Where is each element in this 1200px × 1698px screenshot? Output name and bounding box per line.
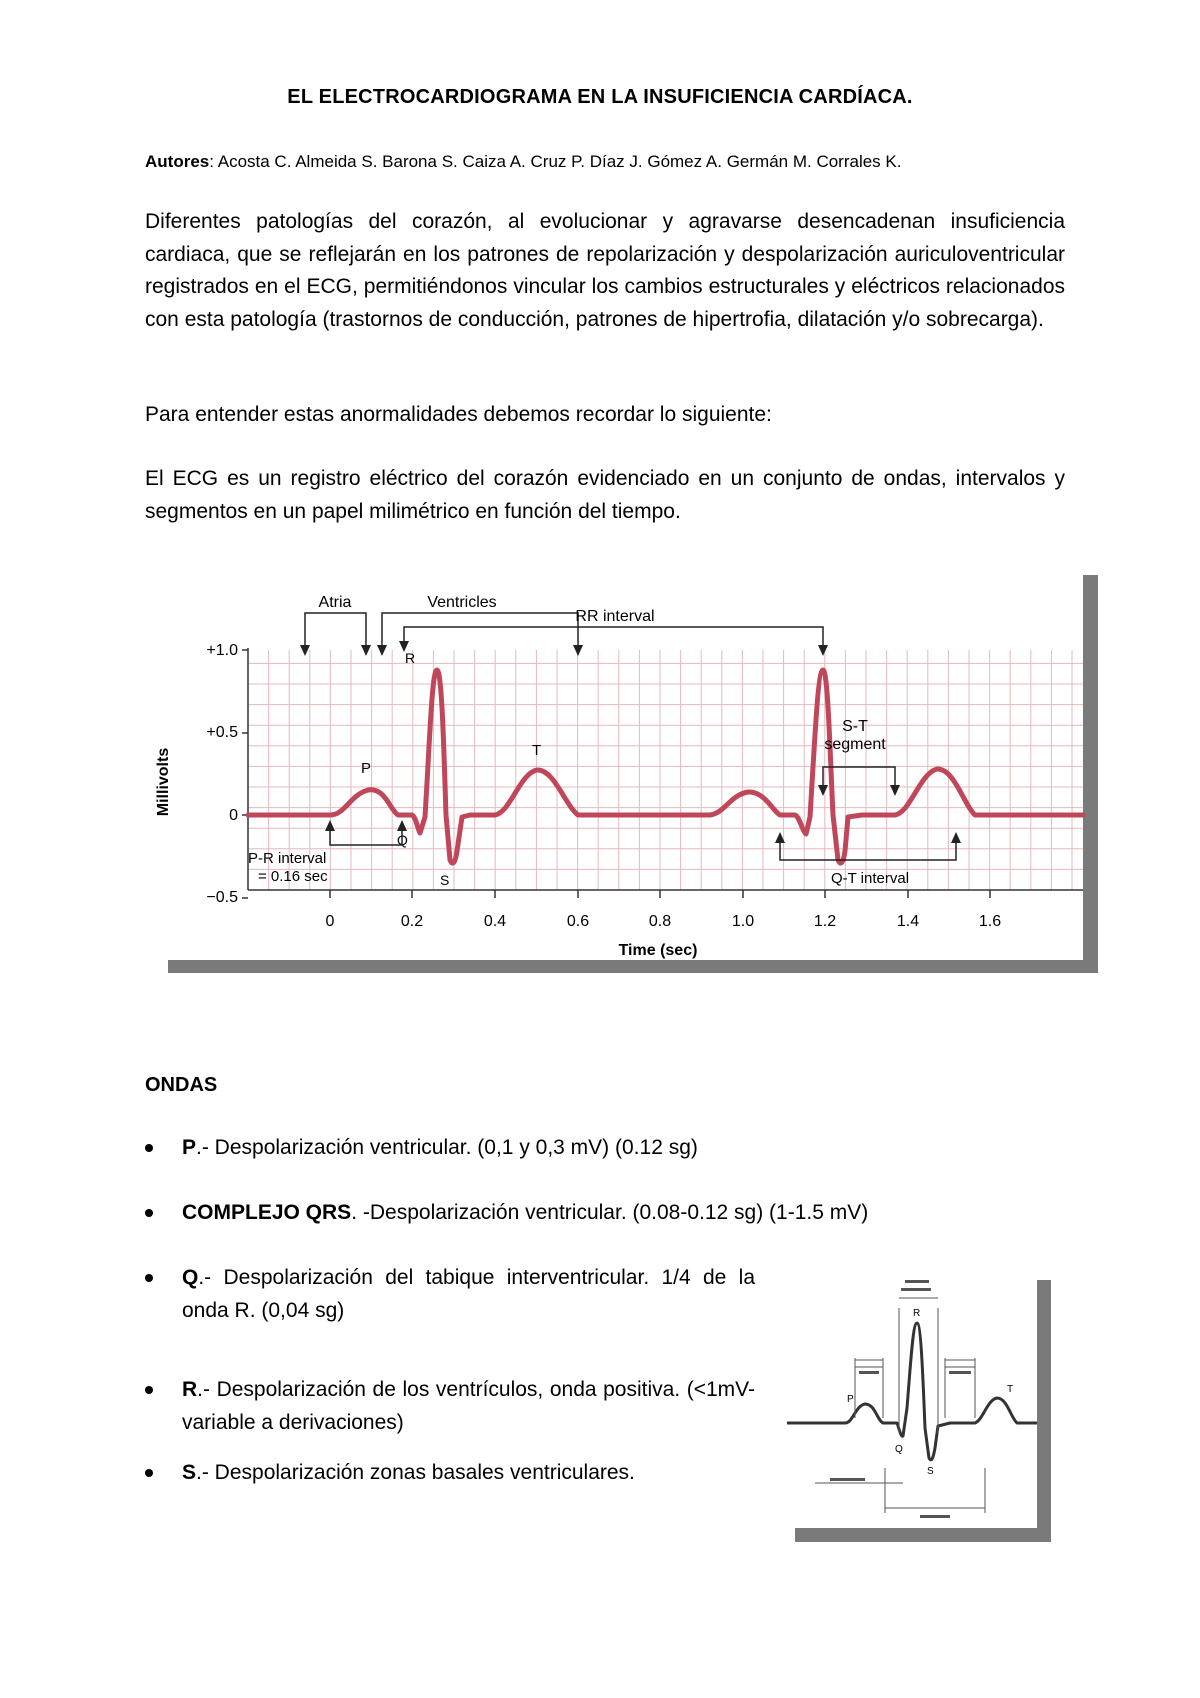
bullet-term: Q <box>182 1266 199 1289</box>
figure-shadow-bottom <box>168 960 1098 973</box>
bullet-icon <box>145 1469 153 1477</box>
small-figure-shadow-right <box>1037 1280 1051 1542</box>
x-tick-label: 0.8 <box>648 913 672 930</box>
y-tick-label: +0.5 <box>206 724 238 741</box>
x-tick-label: 0.2 <box>400 913 424 930</box>
ondas-heading: ONDAS <box>145 1074 218 1096</box>
s-wave-label: S <box>440 872 450 888</box>
ventricles-label: Ventricles <box>427 594 497 611</box>
x-axis-label: Time (sec) <box>618 942 698 959</box>
small-p-label: P <box>847 1394 854 1405</box>
x-tick-label: 1.4 <box>896 913 920 930</box>
q-wave-label: Q <box>397 832 408 848</box>
bullet-term: S <box>182 1461 197 1484</box>
bullet-icon <box>145 1209 153 1217</box>
ecg-diagram <box>150 555 1100 985</box>
bullet-term: COMPLEJO QRS <box>182 1201 352 1224</box>
y-tick-label: +1.0 <box>206 642 238 659</box>
bullet-icon <box>145 1144 153 1152</box>
bullet-text: . -Despolarización ventricular. (0.08-0.12 sg) (1-1.5 mV) <box>351 1201 869 1224</box>
pr-interval-label-2: = 0.16 sec <box>258 868 328 885</box>
pr-interval-bracket <box>330 828 402 845</box>
small-r-label: R <box>913 1308 921 1319</box>
y-tick-label: −0.5 <box>206 889 238 906</box>
atria-bracket <box>305 613 578 647</box>
y-axis-label: Millivolts <box>155 747 172 817</box>
authors-line <box>145 152 1065 172</box>
bullet-text: .- Despolarización de los ventrículos, onda positiva. (<1mV- variable a derivaciones) <box>182 1378 755 1434</box>
bullet-term: P <box>182 1136 197 1159</box>
small-q-label: Q <box>895 1444 903 1455</box>
pr-interval-label-1: P-R interval <box>248 850 327 867</box>
bullet-icon <box>145 1274 153 1282</box>
r-wave-label: R <box>405 650 416 666</box>
bullet-term: R <box>182 1378 198 1401</box>
qt-interval-label: Q-T interval <box>830 870 910 887</box>
st-segment-label-1: S-T <box>842 718 868 735</box>
x-tick-label: 1.6 <box>978 913 1002 930</box>
authors-label: Autores <box>145 152 210 171</box>
document-title: EL ELECTROCARDIOGRAMA EN LA INSUFICIENCIA CARDÍACA. <box>287 86 913 108</box>
x-tick-label: 0.4 <box>483 913 507 930</box>
bullet-icon <box>145 1386 153 1394</box>
small-figure-shadow-bottom <box>795 1528 1051 1542</box>
rr-interval-label: RR interval <box>575 608 655 625</box>
ecg-definition-paragraph: El ECG es un registro eléctrico del corazón evidenciado en un conjunto de ondas, intervalos y segmentos en un papel milimétrico en función del tiempo. <box>145 467 1065 523</box>
figure-shadow-right <box>1083 575 1098 973</box>
small-s-label: S <box>927 1466 934 1477</box>
x-tick-label: 1.2 <box>813 913 837 930</box>
authors-names: : Acosta C. Almeida S. Barona S. Caiza A. Cruz P. Díaz J. Gómez A. Germán M. Corrales K. <box>209 152 902 171</box>
atria-label: Atria <box>318 594 352 611</box>
bullet-text: .- Despolarización ventricular. (0,1 y 0,3 mV) (0.12 sg) <box>196 1136 698 1159</box>
x-tick-label: 0 <box>325 913 335 930</box>
y-tick-label: 0 <box>229 807 238 824</box>
qrs-trace <box>787 1323 1037 1460</box>
bullet-text: .- Despolarización zonas basales ventriculares. <box>196 1461 635 1484</box>
p-wave-label: P <box>361 760 372 777</box>
qt-interval-bracket <box>780 840 956 860</box>
x-tick-label: 1.0 <box>731 913 755 930</box>
qrs-complex-diagram <box>785 1268 1055 1548</box>
t-wave-label: T <box>532 742 542 759</box>
x-tick-label: 0.6 <box>566 913 590 930</box>
recall-paragraph: Para entender estas anormalidades debemos recordar lo siguiente: <box>145 403 772 426</box>
st-segment-label-2: segment <box>824 736 886 753</box>
small-t-label: T <box>1007 1384 1014 1395</box>
intro-paragraph: Diferentes patologías del corazón, al evolucionar y agravarse desencadenan insuficiencia cardiaca, que se reflejarán en los patrones de repolarización y despolarización auriculoventricular registrados en el ECG, permitiéndonos vincular los cambios estructurales y eléctricos relacionados con esta patología (trastornos de conducción, patrones de hipertrofia, dilatación y/o sobrecarga). <box>145 210 1065 331</box>
ecg-grid <box>248 650 1083 890</box>
bracket-arrowheads <box>300 645 583 656</box>
bullet-text: .- Despolarización del tabique interventricular. 1/4 de la onda R. (0,04 sg) <box>182 1266 755 1322</box>
rr-interval-bracket <box>404 627 823 647</box>
